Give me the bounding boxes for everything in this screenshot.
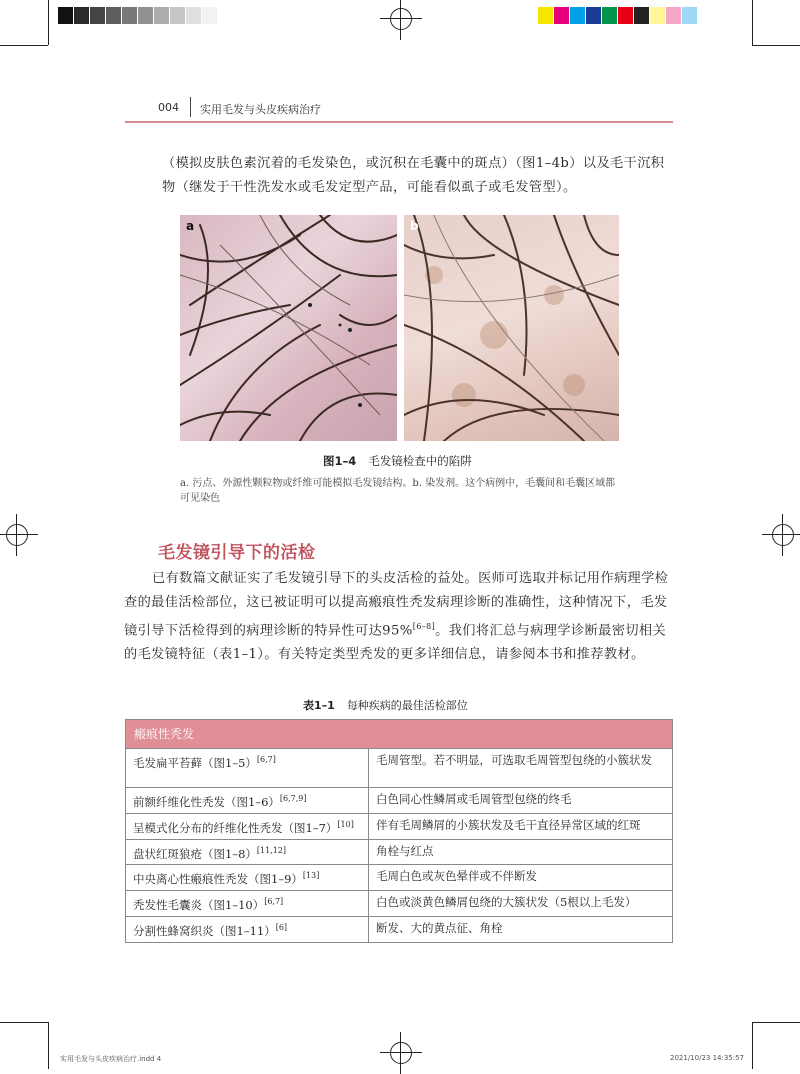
- gray-swatch: [186, 7, 202, 24]
- color-swatch: [650, 7, 666, 24]
- gray-calibration-bar: [58, 7, 218, 24]
- gray-swatch: [138, 7, 154, 24]
- table-row: [126, 917, 673, 943]
- color-swatch: [682, 7, 698, 24]
- table-number: 表1–1: [303, 699, 335, 712]
- gray-swatch: [202, 7, 218, 24]
- site-cell: 白色同心性鳞屑或毛周管型包绕的终毛: [369, 788, 673, 814]
- crop-mark: [48, 1022, 49, 1069]
- color-calibration-bar: [538, 7, 698, 24]
- crop-mark: [752, 45, 800, 46]
- table-row: [126, 839, 673, 865]
- crop-mark: [0, 1022, 48, 1023]
- gray-swatch: [90, 7, 106, 24]
- paragraph-text-before-ref: 已有数篇文献证实了毛发镜引导下的头皮活检的益处。医师可选取并标记用作病理学检查的最佳活检部位，这已被证明可以提高瘢痕性秃发病理诊断的准确性，这种情况下，毛发镜引导下活检得到的病理诊断的特异性可达95%: [124, 571, 669, 639]
- disease-name: 前额纤维化性秃发（图1–6）: [133, 794, 280, 809]
- disease-ref: [6,7]: [256, 755, 276, 764]
- table-row: [126, 749, 673, 788]
- disease-name: 毛发扁平苔藓（图1–5）: [133, 755, 257, 770]
- crop-mark: [752, 1022, 800, 1023]
- dermoscopy-image-b: [404, 215, 619, 441]
- disease-name: 盘状红斑狼疮（图1–8）: [133, 846, 257, 861]
- print-footer-timestamp: 2021/10/23 14:35:57: [670, 1054, 745, 1062]
- crop-mark: [0, 45, 48, 46]
- gray-swatch: [154, 7, 170, 24]
- table-row: [126, 865, 673, 891]
- color-swatch: [618, 7, 634, 24]
- site-cell: 断发、大的黄点征、角栓: [369, 917, 673, 943]
- panel-label-a: a: [186, 219, 195, 233]
- gray-swatch: [106, 7, 122, 24]
- intro-line-2: 物（继发于干性洗发水或毛发定型产品，可能看似虱子或毛发管型）。: [162, 180, 577, 195]
- figure-title: 毛发镜检查中的陷阱: [368, 454, 472, 468]
- gray-swatch: [74, 7, 90, 24]
- figure-panel-a: [180, 215, 397, 441]
- site-cell: 角栓与红点: [369, 839, 673, 865]
- crop-mark: [752, 0, 753, 45]
- paragraph-text-after-ref: 。我们将汇总与病理学诊断最密切相关的毛发镜特征（表1–1）。有关特定类型秃发的更多详细信息，请参阅本书和推荐教材。: [124, 623, 667, 663]
- disease-ref: [11,12]: [256, 845, 287, 855]
- panel-label-b: b: [410, 219, 419, 233]
- registration-mark-bottom: [386, 1038, 416, 1068]
- disease-cell: [126, 839, 369, 865]
- table-header-cell: 瘢痕性秃发: [126, 720, 673, 749]
- color-swatch: [634, 7, 650, 24]
- color-swatch: [554, 7, 570, 24]
- figure-caption: [323, 453, 472, 469]
- crop-mark: [48, 0, 49, 45]
- gray-swatch: [122, 7, 138, 24]
- disease-name: 呈模式化分布的纤维化性秃发（图1–7）: [133, 820, 338, 835]
- registration-mark-left: [2, 520, 32, 550]
- color-swatch: [666, 7, 682, 24]
- biopsy-site-table: [125, 719, 673, 943]
- table-row: [126, 813, 673, 839]
- header-rule: [125, 121, 673, 123]
- color-swatch: [538, 7, 554, 24]
- reference-superscript: [6–8]: [412, 622, 436, 631]
- disease-cell: [126, 788, 369, 814]
- site-cell: 白色或淡黄色鳞屑包绕的大簇状发（5根以上毛发）: [369, 891, 673, 917]
- disease-ref: [6]: [275, 923, 288, 933]
- crop-mark: [752, 1022, 753, 1069]
- table-title: 每种疾病的最佳活检部位: [346, 699, 468, 712]
- disease-ref: [10]: [337, 819, 354, 829]
- print-footer-file: 实用毛发与头皮疾病治疗.indd 4: [60, 1055, 162, 1063]
- disease-cell: [126, 865, 369, 891]
- table-caption: [303, 697, 468, 713]
- table-row: [126, 891, 673, 917]
- disease-ref: [6,7]: [264, 897, 284, 907]
- site-cell: 伴有毛周鳞屑的小簇状发及毛干直径异常区域的红斑: [369, 813, 673, 839]
- table-header-row: [126, 720, 673, 749]
- disease-ref: [13]: [302, 871, 320, 881]
- disease-cell: [126, 813, 369, 839]
- disease-name: 分割性蜂窝织炎（图1–11）: [133, 923, 276, 938]
- disease-cell: [126, 749, 369, 788]
- intro-line-1: （模拟皮肤色素沉着的毛发染色，或沉积在毛囊中的斑点）（图1–4b）以及毛干沉积: [162, 156, 665, 171]
- table-row: [126, 788, 673, 814]
- disease-name: 秃发性毛囊炎（图1–10）: [133, 898, 265, 913]
- running-title: 实用毛发与头皮疾病治疗: [200, 103, 321, 116]
- color-swatch: [570, 7, 586, 24]
- color-swatch: [602, 7, 618, 24]
- disease-name: 中央离心性瘢痕性秃发（图1–9）: [133, 872, 303, 887]
- registration-mark-top: [386, 4, 416, 34]
- figure-legend: a. 污点、外源性颗粒物或纤维可能模拟毛发镜结构。b. 染发剂。这个病例中，毛囊间和毛囊区域都可见染色: [180, 478, 616, 504]
- disease-cell: [126, 917, 369, 943]
- intro-paragraph: [162, 152, 677, 200]
- site-cell: 毛周白色或灰色晕伴或不伴断发: [369, 865, 673, 891]
- registration-mark-right: [768, 520, 798, 550]
- section-paragraph: [124, 567, 677, 667]
- site-cell: 毛周管型。若不明显，可选取毛周管型包绕的小簇状发: [369, 749, 673, 788]
- page-number: 004: [158, 101, 179, 114]
- dermoscopy-image-a: [180, 215, 397, 441]
- disease-ref: [6,7,9]: [279, 794, 307, 803]
- header-divider: [190, 97, 191, 117]
- disease-cell: [126, 891, 369, 917]
- gray-swatch: [170, 7, 186, 24]
- figure-number: 图1–4: [323, 454, 357, 468]
- gray-swatch: [58, 7, 74, 24]
- color-swatch: [586, 7, 602, 24]
- figure-panel-b: [404, 215, 619, 441]
- section-title: 毛发镜引导下的活检: [158, 543, 316, 563]
